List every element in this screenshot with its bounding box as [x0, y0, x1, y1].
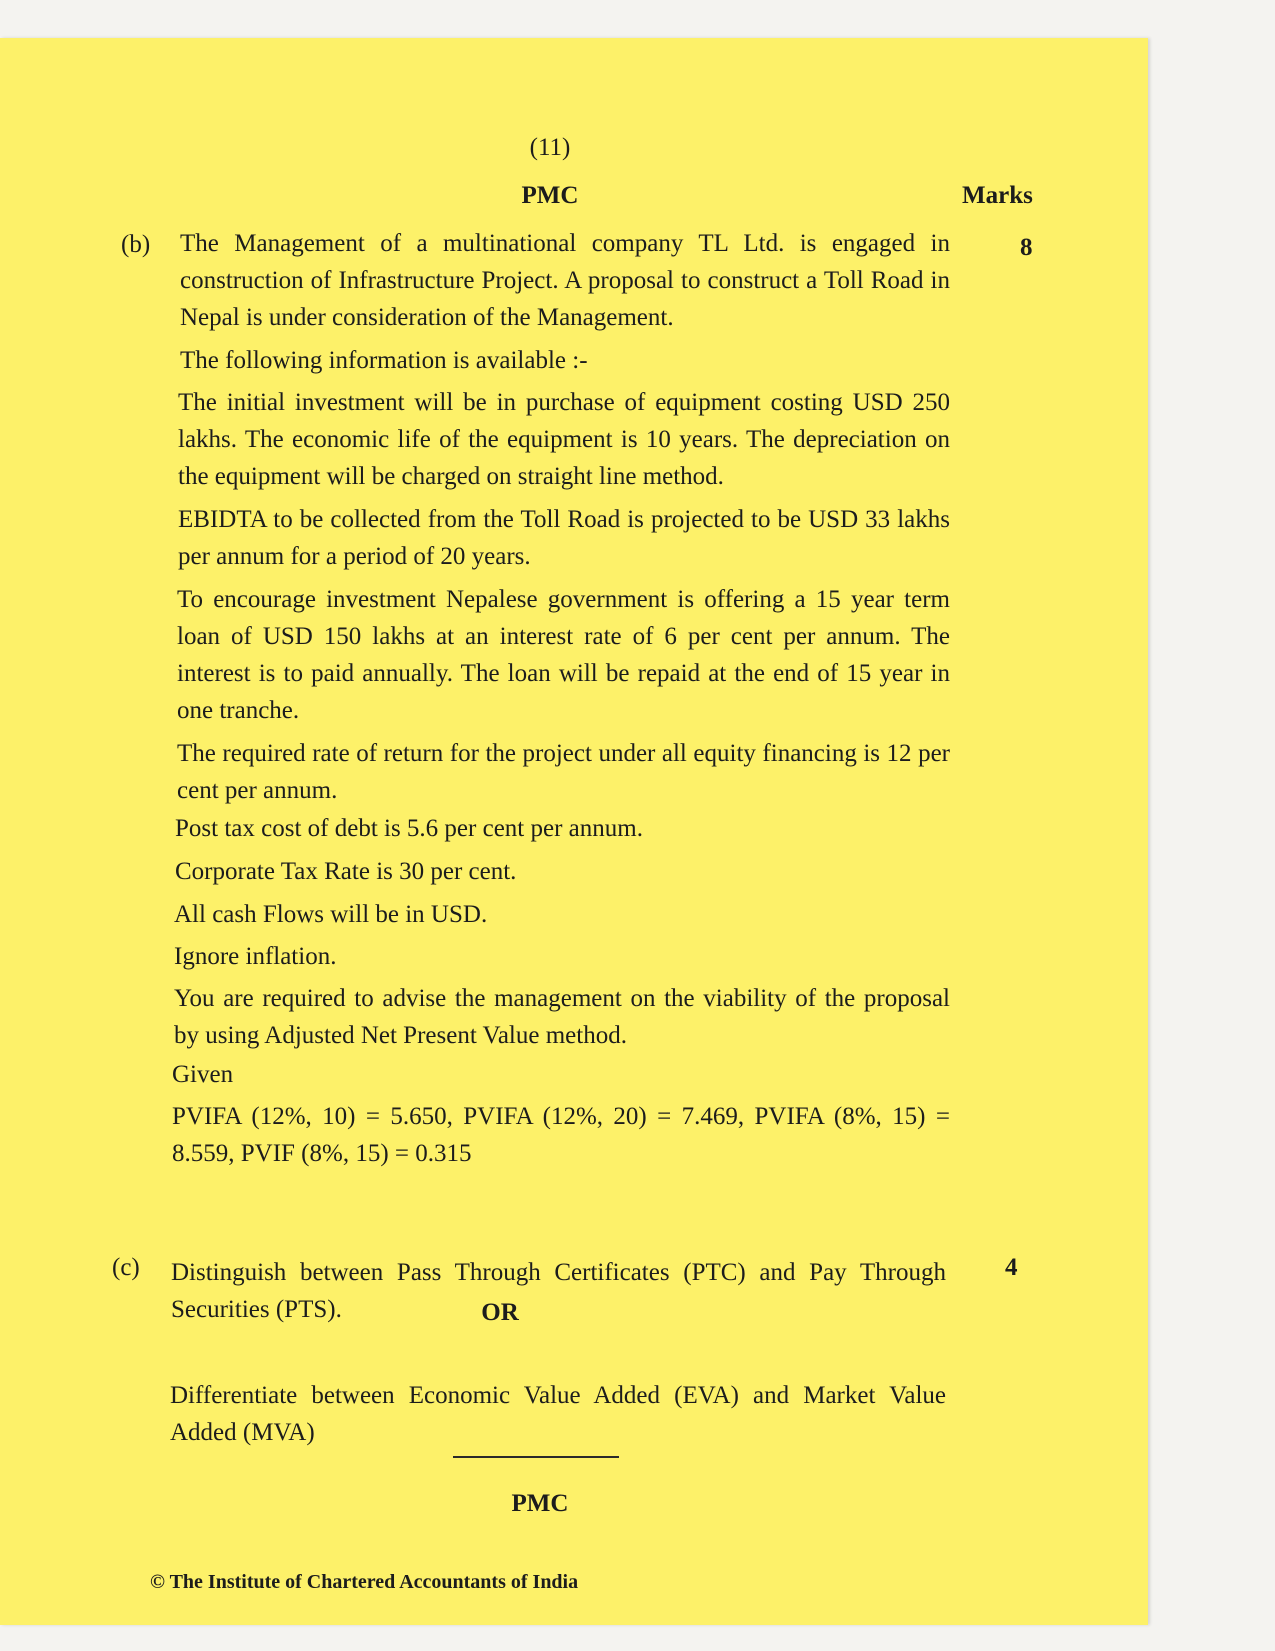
question-b-marks: 8 [1020, 234, 1033, 261]
or-separator: OR [481, 1299, 519, 1326]
question-b-paragraph: The Management of a multinational company TL Ltd. is engaged in construction of Infrastructure Project. A proposal to construct a Toll Road in Nepal is under consideration of the Management. [180, 230, 950, 331]
question-c-text: Distinguish between Pass Through Certificates (PTC) and Pay Through Securities (PTS). [171, 1259, 946, 1323]
copyright-notice: © The Institute of Chartered Accountants of India [150, 1571, 579, 1593]
marks-column-header: Marks [962, 182, 1033, 209]
question-b-paragraph: The initial investment will be in purchase of equipment costing USD 250 lakhs. The economic life of the equipment is 10 years. The depreciation on the equipment will be charged on straight line method. [178, 389, 950, 490]
question-b-label: (b) [121, 231, 151, 258]
subject-code-header: PMC [521, 182, 579, 209]
question-b-paragraph: Post tax cost of debt is 5.6 per cent per annum. [175, 815, 643, 842]
question-b-paragraph: The following information is available :- [180, 347, 588, 374]
page-number: (11) [529, 134, 571, 161]
footer-subject-code: PMC [511, 1490, 569, 1517]
question-b-paragraph: The required rate of return for the project under all equity financing is 12 per cent per annum. [177, 740, 950, 804]
question-paper-page [0, 38, 1148, 1625]
question-b-paragraph: To encourage investment Nepalese government is offering a 15 year term loan of USD 150 lakhs at an interest rate of 6 per cent per annum. The interest is to paid annually. The loan will be repaid at the end of 15 year in one tranche. [177, 586, 950, 724]
question-b-paragraph: Corporate Tax Rate is 30 per cent. [175, 858, 517, 885]
question-b-paragraph: All cash Flows will be in USD. [174, 901, 488, 928]
question-b-paragraph: You are required to advise the management on the viability of the proposal by using Adjusted Net Present Value method. [174, 985, 950, 1049]
question-b-paragraph: Ignore inflation. [174, 943, 337, 970]
question-b-paragraph: Given [172, 1061, 234, 1088]
question-c-label: (c) [112, 1254, 140, 1281]
question-c-alternative-text: Differentiate between Economic Value Added (EVA) and Market Value Added (MVA) [170, 1382, 946, 1446]
question-b-paragraph: PVIFA (12%, 10) = 5.650, PVIFA (12%, 20) = 7.469, PVIFA (8%, 15) = 8.559, PVIF (8%, 15) = 0.315 [172, 1103, 950, 1167]
question-c-marks: 4 [1005, 1254, 1018, 1281]
question-b-paragraph: EBIDTA to be collected from the Toll Road is projected to be USD 33 lakhs per annum for a period of 20 years. [178, 506, 950, 570]
end-divider [453, 1456, 619, 1458]
